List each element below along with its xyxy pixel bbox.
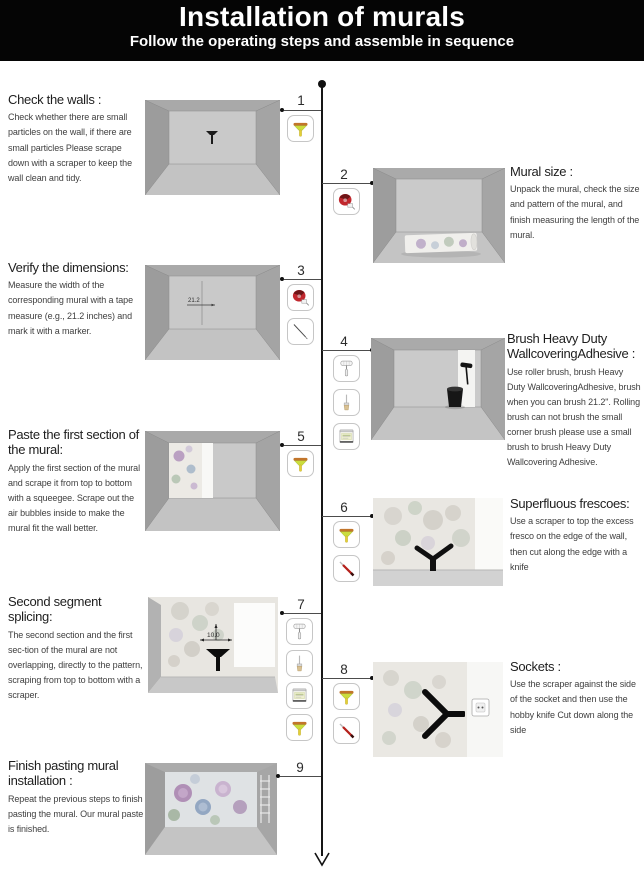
tape-measure-icon xyxy=(287,284,314,311)
header xyxy=(0,0,644,61)
step-5-title: Paste the first section of the mural: xyxy=(8,427,139,458)
brush-icon xyxy=(333,389,360,416)
step-6-text xyxy=(510,496,640,575)
step-1-image xyxy=(145,100,280,195)
adhesive-bucket-icon xyxy=(333,423,360,450)
step-9-connector-dot xyxy=(276,774,280,778)
paint-roller-icon xyxy=(333,355,360,382)
timeline-start-dot xyxy=(318,80,326,88)
step-6-image xyxy=(373,498,503,586)
squeegee-icon xyxy=(333,521,360,548)
step-2-text xyxy=(510,164,640,243)
step-7-annotation: 10.0 xyxy=(207,632,220,639)
step-9-title: Finish pasting mural installation : xyxy=(8,758,119,789)
step-5-connector-dot xyxy=(280,443,284,447)
step-7-text xyxy=(8,594,146,703)
step-8-number: 8 xyxy=(340,662,348,677)
step-9-text xyxy=(8,758,146,837)
step-6-title: Superfluous frescoes: xyxy=(510,496,630,511)
timeline-line xyxy=(321,86,323,856)
step-7-connector xyxy=(284,613,321,614)
step-8-image xyxy=(373,662,503,757)
step-9-number: 9 xyxy=(296,760,304,775)
step-3-number: 3 xyxy=(297,263,305,278)
step-3-text xyxy=(8,260,144,339)
tape-measure-icon xyxy=(333,188,360,215)
knife-icon xyxy=(333,555,360,582)
step-8-connector xyxy=(322,678,372,679)
page-title: Installation of murals xyxy=(179,1,465,32)
step-2-connector xyxy=(322,183,372,184)
step-4-number: 4 xyxy=(340,334,348,349)
step-2-title: Mural size : xyxy=(510,164,573,179)
step-5-connector xyxy=(284,445,321,446)
step-7-body: The second section and the first sec-tion of the mural are not overlapping, directly to the pattern, scraping from top to bottom with a scraper. xyxy=(8,629,143,701)
marker-pen-icon xyxy=(287,318,314,345)
step-9-connector xyxy=(280,776,321,777)
step-8-body: Use the scraper against the side of the socket and then use the hobby knife Cut down along the side xyxy=(510,679,636,735)
step-3-title: Verify the dimensions: xyxy=(8,260,129,275)
step-7-number: 7 xyxy=(297,597,305,612)
knife-icon xyxy=(333,717,360,744)
squeegee-icon xyxy=(333,683,360,710)
step-7-image xyxy=(148,597,278,693)
step-5-number: 5 xyxy=(297,429,305,444)
step-7-connector-dot xyxy=(280,611,284,615)
step-1-connector-dot xyxy=(280,108,284,112)
step-9-image xyxy=(145,763,277,855)
step-1-number: 1 xyxy=(297,93,305,108)
step-6-body: Use a scraper to top the excess fresco on the edge of the wall, then cut along the edge with a knife xyxy=(510,516,634,572)
step-8-title: Sockets : xyxy=(510,659,561,674)
step-1-text xyxy=(8,92,144,186)
adhesive-bucket-icon xyxy=(286,682,313,709)
step-5-image xyxy=(145,431,280,531)
step-3-body: Measure the width of the corresponding mural with a tape measure (e.g., 21.2 inches) and mark it with a marker. xyxy=(8,280,133,336)
step-2-body: Unpack the mural, check the size and pattern of the mural, and finish measuring the length of the mural. xyxy=(510,184,640,240)
step-3-annotation: 21.2 xyxy=(188,298,200,304)
step-5-text xyxy=(8,427,144,536)
step-1-body: Check whether there are small particles on the wall, if there are small particles Please scrape down with a scraper to keep the wall clean and tidy. xyxy=(8,112,132,183)
paint-roller-icon xyxy=(286,618,313,645)
step-6-number: 6 xyxy=(340,500,348,515)
step-5-body: Apply the first section of the mural and scrape it from top to bottom with a squeegee. Scrape out the air bubbles inside to make the mural fit the wall better. xyxy=(8,462,140,534)
squeegee-icon xyxy=(287,115,314,142)
step-8-text xyxy=(510,659,640,738)
step-4-image xyxy=(371,338,505,440)
page-subtitle: Follow the operating steps and assemble in sequence xyxy=(129,33,515,50)
step-6-connector xyxy=(322,516,372,517)
step-3-connector-dot xyxy=(280,277,284,281)
step-1-connector xyxy=(284,110,321,111)
step-4-title: Brush Heavy Duty WallcoveringAdhesive : xyxy=(507,331,636,362)
step-3-connector xyxy=(284,279,321,280)
step-4-body: Use roller brush, brush Heavy Duty WallcoveringAdhesive, brush when you can brush 21.2". Rolling brush can not brush the small corner brush please use a small brush to brush Heavy Duty Wallcovering Adhesive. xyxy=(507,366,641,468)
step-1-title: Check the walls : xyxy=(8,92,102,107)
step-2-number: 2 xyxy=(340,167,348,182)
step-7-title: Second segment splicing: xyxy=(8,594,102,625)
squeegee-icon xyxy=(287,450,314,477)
step-4-text xyxy=(507,331,642,470)
step-9-body: Repeat the previous steps to finish pasting the mural. Our mural paste is finished. xyxy=(8,793,144,834)
step-3-image xyxy=(145,265,280,360)
squeegee-icon xyxy=(286,714,313,741)
step-2-image xyxy=(373,168,505,263)
timeline-arrow-icon xyxy=(312,850,332,868)
brush-icon xyxy=(286,650,313,677)
step-4-connector xyxy=(322,350,372,351)
